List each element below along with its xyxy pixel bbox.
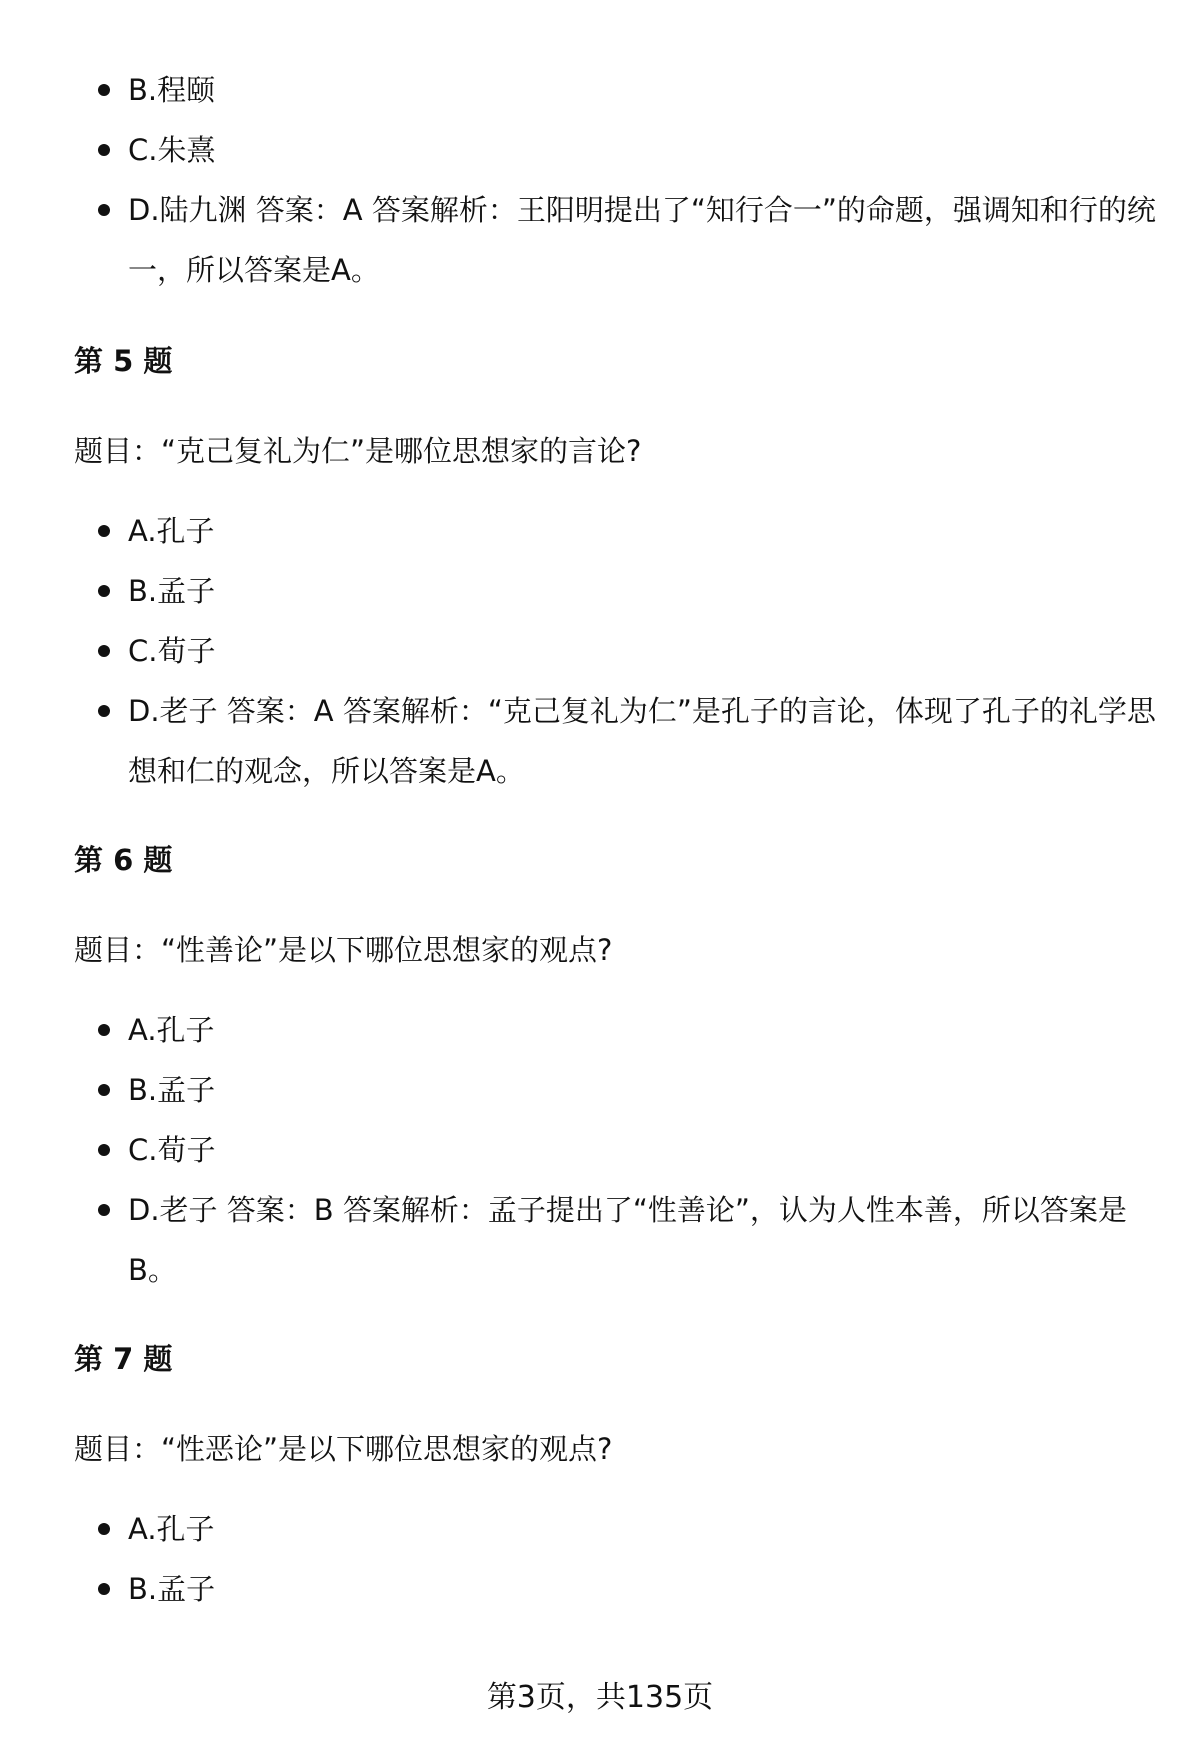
option-list	[74, 501, 1160, 801]
question-5	[74, 341, 1160, 801]
question-6	[74, 840, 1160, 1300]
question-stem: 题目：“性恶论”是以下哪位思想家的观点?	[74, 1432, 613, 1466]
option-item: D.老子 答案：B 答案解析：孟子提出了“性善论”，认为人性本善，所以答案是B。	[74, 1180, 1160, 1300]
page-number: 第3页，共135页	[486, 1680, 714, 1715]
option-item: B.程颐	[74, 60, 1160, 120]
option-item: B.孟子	[74, 1060, 1160, 1120]
question-title: 第 7 题	[74, 1342, 173, 1376]
option-list	[74, 1499, 1160, 1619]
question-stem: 题目：“克己复礼为仁”是哪位思想家的言论?	[74, 434, 642, 468]
option-item: D.陆九渊 答案：A 答案解析：王阳明提出了“知行合一”的命题，强调知和行的统一，所以答案是A。	[74, 180, 1160, 300]
option-item: A.孔子	[74, 1499, 1160, 1559]
option-item: D.老子 答案：A 答案解析：“克己复礼为仁”是孔子的言论，体现了孔子的礼学思想和仁的观念，所以答案是A。	[74, 681, 1160, 801]
option-item: A.孔子	[74, 501, 1160, 561]
continued-options	[74, 60, 1160, 300]
option-item: C.荀子	[74, 1120, 1160, 1180]
option-item: B.孟子	[74, 1559, 1160, 1619]
document-page	[74, 60, 1160, 1619]
option-item: B.孟子	[74, 561, 1160, 621]
option-list	[74, 1000, 1160, 1300]
question-title: 第 5 题	[74, 344, 173, 378]
option-item: C.荀子	[74, 621, 1160, 681]
question-7	[74, 1339, 1160, 1619]
option-item: C.朱熹	[74, 120, 1160, 180]
question-title: 第 6 题	[74, 843, 173, 877]
option-item: A.孔子	[74, 1000, 1160, 1060]
question-stem: 题目：“性善论”是以下哪位思想家的观点?	[74, 933, 613, 967]
